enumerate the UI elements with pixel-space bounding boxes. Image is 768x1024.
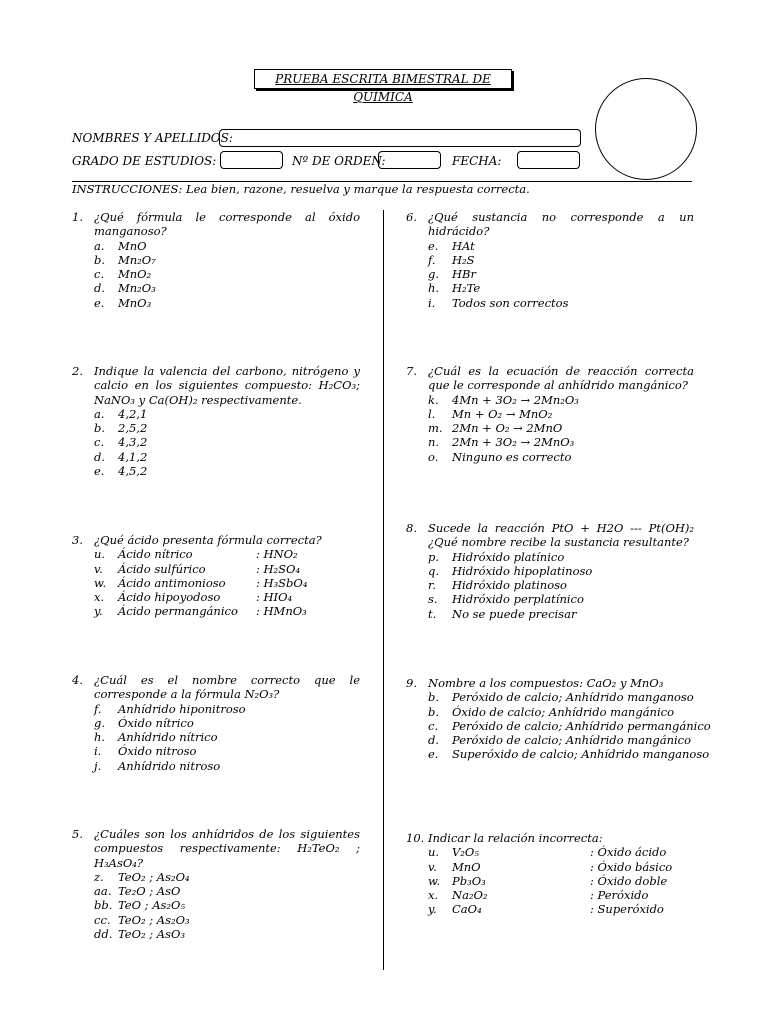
nombres-field[interactable] [219, 129, 581, 147]
option-item[interactable] [94, 281, 360, 295]
option-text: MnO₃ [118, 295, 152, 310]
option-item[interactable] [94, 759, 360, 773]
grado-label: GRADO DE ESTUDIOS: [72, 154, 217, 168]
option-item[interactable] [428, 845, 694, 859]
option-letter: c. [94, 267, 105, 282]
question-text: Indique la valencia del carbono, nitrógeno y calcio en los siguientes compuesto: H₂CO₃; NaNO₃ y Ca(OH)₂ respectivamente. [94, 364, 360, 407]
option-letter: f. [428, 252, 436, 267]
option-letter: v. [428, 859, 437, 874]
option-item[interactable] [428, 578, 694, 592]
option-item[interactable] [428, 607, 694, 621]
option-text: Óxido de calcio; Anhídrido mangánico [452, 704, 675, 719]
option-text: Mn₂O₇ [118, 252, 156, 267]
option-letter: g. [428, 267, 440, 282]
option-value: : HIO₄ [256, 590, 293, 605]
option-item[interactable] [428, 393, 694, 407]
option-text: Hidróxido platinoso [452, 578, 567, 593]
option-item[interactable] [94, 576, 360, 590]
option-letter: r. [428, 578, 436, 593]
question-left-1 [72, 210, 360, 310]
question-header [72, 210, 360, 239]
option-letter: d. [94, 281, 106, 296]
option-item[interactable] [94, 702, 360, 716]
option-letter: y. [428, 902, 437, 917]
option-text: Hidróxido perplatínico [452, 592, 584, 607]
option-item[interactable] [94, 730, 360, 744]
option-item[interactable] [428, 747, 710, 762]
option-letter: v. [94, 561, 103, 576]
option-item[interactable] [94, 744, 360, 758]
question-number: 3. [72, 533, 83, 547]
question-text: ¿Qué ácido presenta fórmula correcta? [94, 533, 322, 547]
option-item[interactable] [94, 421, 360, 435]
option-letter: b. [94, 421, 106, 436]
option-letter: d. [428, 733, 440, 748]
option-text: Anhídrido hiponitroso [118, 701, 246, 716]
option-item[interactable] [94, 716, 360, 730]
question-number: 6. [406, 210, 417, 224]
option-item[interactable] [94, 547, 360, 561]
question-header [406, 521, 694, 550]
option-value: : Óxido ácido [590, 845, 667, 860]
option-item[interactable] [428, 690, 694, 704]
option-item[interactable] [428, 267, 694, 281]
option-text: 4,3,2 [118, 435, 148, 450]
option-text: TeO₂ ; AsO₃ [118, 927, 186, 942]
option-text: TeO ; As₂O₅ [118, 898, 186, 913]
question-header [72, 364, 360, 407]
option-text: Ninguno es correcto [452, 449, 572, 464]
option-text: Mn₂O₃ [118, 281, 156, 296]
option-text: Peróxido de calcio; Anhídrido manganoso [452, 690, 694, 705]
option-text: V₂O₅ [452, 845, 479, 860]
question-number: 1. [72, 210, 83, 224]
option-letter: m. [428, 421, 443, 436]
option-letter: d. [94, 449, 106, 464]
option-item[interactable] [94, 913, 360, 927]
option-text: H₂S [452, 252, 475, 267]
option-item[interactable] [94, 296, 360, 310]
question-right-5 [406, 831, 694, 917]
option-text: MnO [118, 238, 147, 253]
option-letter: w. [94, 575, 107, 590]
question-text: ¿Cuáles son los anhídridos de los siguientes compuestos respectivamente: H₂TeO₂ ; H₃AsO₄? [94, 827, 360, 870]
option-item[interactable] [94, 239, 360, 253]
option-item[interactable] [94, 898, 360, 912]
option-letter: o. [428, 449, 439, 464]
question-header [406, 210, 694, 239]
nombres-label: NOMBRES Y APELLIDOS: [72, 131, 233, 145]
option-letter: b. [428, 704, 440, 719]
question-header [72, 827, 360, 870]
option-item[interactable] [94, 407, 360, 421]
option-item[interactable] [428, 860, 694, 874]
option-item[interactable] [428, 407, 694, 421]
option-text: Todos son correctos [452, 295, 569, 310]
option-item[interactable] [428, 550, 694, 564]
option-letter: h. [94, 730, 106, 745]
option-text: Ácido nítrico [118, 547, 193, 562]
option-value: : HMnO₃ [256, 604, 307, 619]
option-value: : HNO₂ [256, 547, 298, 562]
option-item[interactable] [94, 604, 360, 618]
question-text: Indicar la relación incorrecta: [428, 831, 603, 845]
option-letter: a. [94, 406, 105, 421]
option-item[interactable] [428, 718, 711, 733]
option-text: Te₂O ; AsO [118, 884, 181, 899]
question-left-5 [72, 827, 360, 941]
option-value: : Peróxido [590, 888, 649, 903]
option-item[interactable] [94, 435, 360, 449]
question-text: ¿Cuál es la ecuación de reacción correcta que le corresponde al anhídrido mangánico? [428, 364, 694, 393]
option-letter: a. [94, 238, 105, 253]
option-text: MnO [452, 859, 481, 874]
question-number: 9. [406, 676, 417, 690]
grade-circle [595, 78, 697, 180]
option-item[interactable] [428, 281, 694, 295]
option-item[interactable] [94, 590, 360, 604]
option-letter: b. [428, 690, 440, 705]
question-number: 2. [72, 364, 83, 378]
orden-field[interactable] [378, 151, 441, 169]
option-value: : Superóxido [590, 902, 664, 917]
instructions: INSTRUCCIONES: Lea bien, razone, resuelva y marque la respuesta correcta. [72, 182, 530, 196]
option-letter: dd. [94, 927, 113, 942]
fecha-label: FECHA: [452, 154, 502, 168]
option-text: MnO₂ [118, 267, 152, 282]
option-letter: e. [428, 238, 439, 253]
option-text: TeO₂ ; As₂O₄ [118, 869, 190, 884]
option-letter: i. [428, 295, 436, 310]
option-item[interactable] [94, 884, 360, 898]
option-text: Óxido nítrico [118, 715, 194, 730]
fecha-field[interactable] [517, 151, 580, 169]
question-left-4 [72, 673, 360, 773]
option-letter: x. [94, 590, 105, 605]
option-letter: w. [428, 873, 441, 888]
option-item[interactable] [428, 239, 694, 253]
option-text: Hidróxido hipoplatinoso [452, 563, 593, 578]
question-number: 7. [406, 364, 417, 378]
question-right-1 [406, 210, 694, 310]
question-header [72, 673, 360, 702]
option-value: : Óxido doble [590, 873, 668, 888]
option-letter: b. [94, 252, 106, 267]
question-text: ¿Qué sustancia no corresponde a un hidrácido? [428, 210, 694, 239]
question-right-3 [406, 521, 694, 621]
option-letter: t. [428, 606, 437, 621]
option-text: Peróxido de calcio; Anhídrido mangánico [452, 733, 692, 748]
option-text: 4Mn + 3O₂ → 2Mn₂O₃ [452, 392, 579, 407]
option-letter: h. [428, 281, 440, 296]
grado-field[interactable] [220, 151, 283, 169]
option-letter: u. [428, 845, 440, 860]
option-text: CaO₄ [452, 902, 482, 917]
option-item[interactable] [94, 562, 360, 576]
option-text: Ácido permangánico [118, 604, 238, 619]
option-item[interactable] [428, 874, 694, 888]
option-item[interactable] [94, 464, 360, 478]
option-text: TeO₂ ; As₂O₃ [118, 912, 190, 927]
question-number: 8. [406, 521, 417, 535]
option-item[interactable] [428, 705, 694, 719]
option-text: Ácido antimonioso [118, 575, 226, 590]
option-text: Anhídrido nitroso [118, 758, 221, 773]
option-item[interactable] [94, 267, 360, 281]
option-item[interactable] [428, 888, 694, 902]
option-text: 4,2,1 [118, 406, 148, 421]
option-letter: g. [94, 715, 106, 730]
option-item[interactable] [428, 296, 694, 310]
option-item[interactable] [94, 927, 360, 941]
option-letter: c. [94, 435, 105, 450]
option-letter: l. [428, 406, 436, 421]
option-text: Hidróxido platínico [452, 549, 565, 564]
option-value: : H₂SO₄ [256, 561, 301, 576]
option-item[interactable] [94, 253, 360, 267]
question-left-3 [72, 533, 360, 619]
option-item[interactable] [428, 450, 694, 464]
option-text: Pb₃O₃ [452, 873, 486, 888]
option-letter: f. [94, 701, 102, 716]
option-value: : H₃SbO₄ [256, 575, 308, 590]
option-item[interactable] [94, 450, 360, 464]
option-text: Anhídrido nítrico [118, 730, 218, 745]
option-text: Ácido sulfúrico [118, 561, 206, 576]
option-letter: p. [428, 549, 440, 564]
option-value: : Óxido básico [590, 859, 673, 874]
question-header [406, 831, 694, 845]
option-letter: q. [428, 563, 440, 578]
question-header [72, 533, 360, 547]
question-right-4 [406, 676, 711, 762]
option-text: 2Mn + O₂ → 2MnO [452, 421, 563, 436]
option-item[interactable] [428, 253, 694, 267]
question-right-2 [406, 364, 694, 464]
option-text: HBr [452, 267, 476, 282]
option-item[interactable] [428, 564, 694, 578]
option-item[interactable] [94, 870, 360, 884]
question-header [406, 364, 694, 393]
option-letter: j. [94, 758, 102, 773]
option-text: No se puede precisar [452, 606, 577, 621]
option-letter: s. [428, 592, 438, 607]
question-number: 5. [72, 827, 83, 841]
option-letter: u. [94, 547, 106, 562]
option-letter: c. [428, 718, 439, 733]
question-text: Sucede la reacción PtO + H2O --- Pt(OH)₂ ¿Qué nombre recibe la sustancia resultante? [428, 521, 694, 550]
option-text: Superóxido de calcio; Anhídrido manganoso [452, 747, 710, 762]
question-text: ¿Qué fórmula le corresponde al óxido manganoso? [94, 210, 360, 239]
option-item[interactable] [428, 902, 694, 916]
option-letter: aa. [94, 884, 112, 899]
question-text: Nombre a los compuestos: CaO₂ y MnO₃ [428, 676, 664, 690]
option-text: Óxido nitroso [118, 744, 197, 759]
option-text: 2,5,2 [118, 421, 148, 436]
question-number: 4. [72, 673, 83, 687]
option-letter: i. [94, 744, 102, 759]
option-letter: e. [94, 464, 105, 479]
option-text: 4,1,2 [118, 449, 148, 464]
question-left-2 [72, 364, 360, 478]
option-item[interactable] [428, 592, 694, 606]
question-text: ¿Cuál es el nombre correcto que le corresponde a la fórmula N₂O₃? [94, 673, 360, 702]
option-item[interactable] [428, 733, 694, 747]
option-letter: n. [428, 435, 440, 450]
option-text: 4,5,2 [118, 464, 148, 479]
page-title: PRUEBA ESCRITA BIMESTRAL DE QUÍMICA [254, 69, 512, 89]
option-letter: x. [428, 888, 439, 903]
option-item[interactable] [428, 421, 694, 435]
option-letter: bb. [94, 898, 113, 913]
option-text: Mn + O₂ → MnO₂ [452, 406, 553, 421]
option-letter: z. [94, 869, 104, 884]
option-letter: cc. [94, 912, 111, 927]
option-text: Na₂O₂ [452, 888, 488, 903]
option-item[interactable] [428, 435, 694, 449]
option-text: HAt [452, 238, 475, 253]
orden-label: Nº DE ORDEN: [292, 154, 386, 168]
option-text: Ácido hipoyodoso [118, 590, 221, 605]
question-header [406, 676, 694, 690]
option-text: 2Mn + 3O₂ → 2MnO₃ [452, 435, 575, 450]
column-divider [383, 210, 384, 970]
option-letter: e. [428, 747, 439, 762]
question-number: 10. [406, 831, 425, 845]
option-letter: y. [94, 604, 103, 619]
option-letter: e. [94, 295, 105, 310]
option-text: H₂Te [452, 281, 481, 296]
option-letter: k. [428, 392, 439, 407]
option-text: Peróxido de calcio; Anhídrido permangánico [452, 718, 711, 733]
